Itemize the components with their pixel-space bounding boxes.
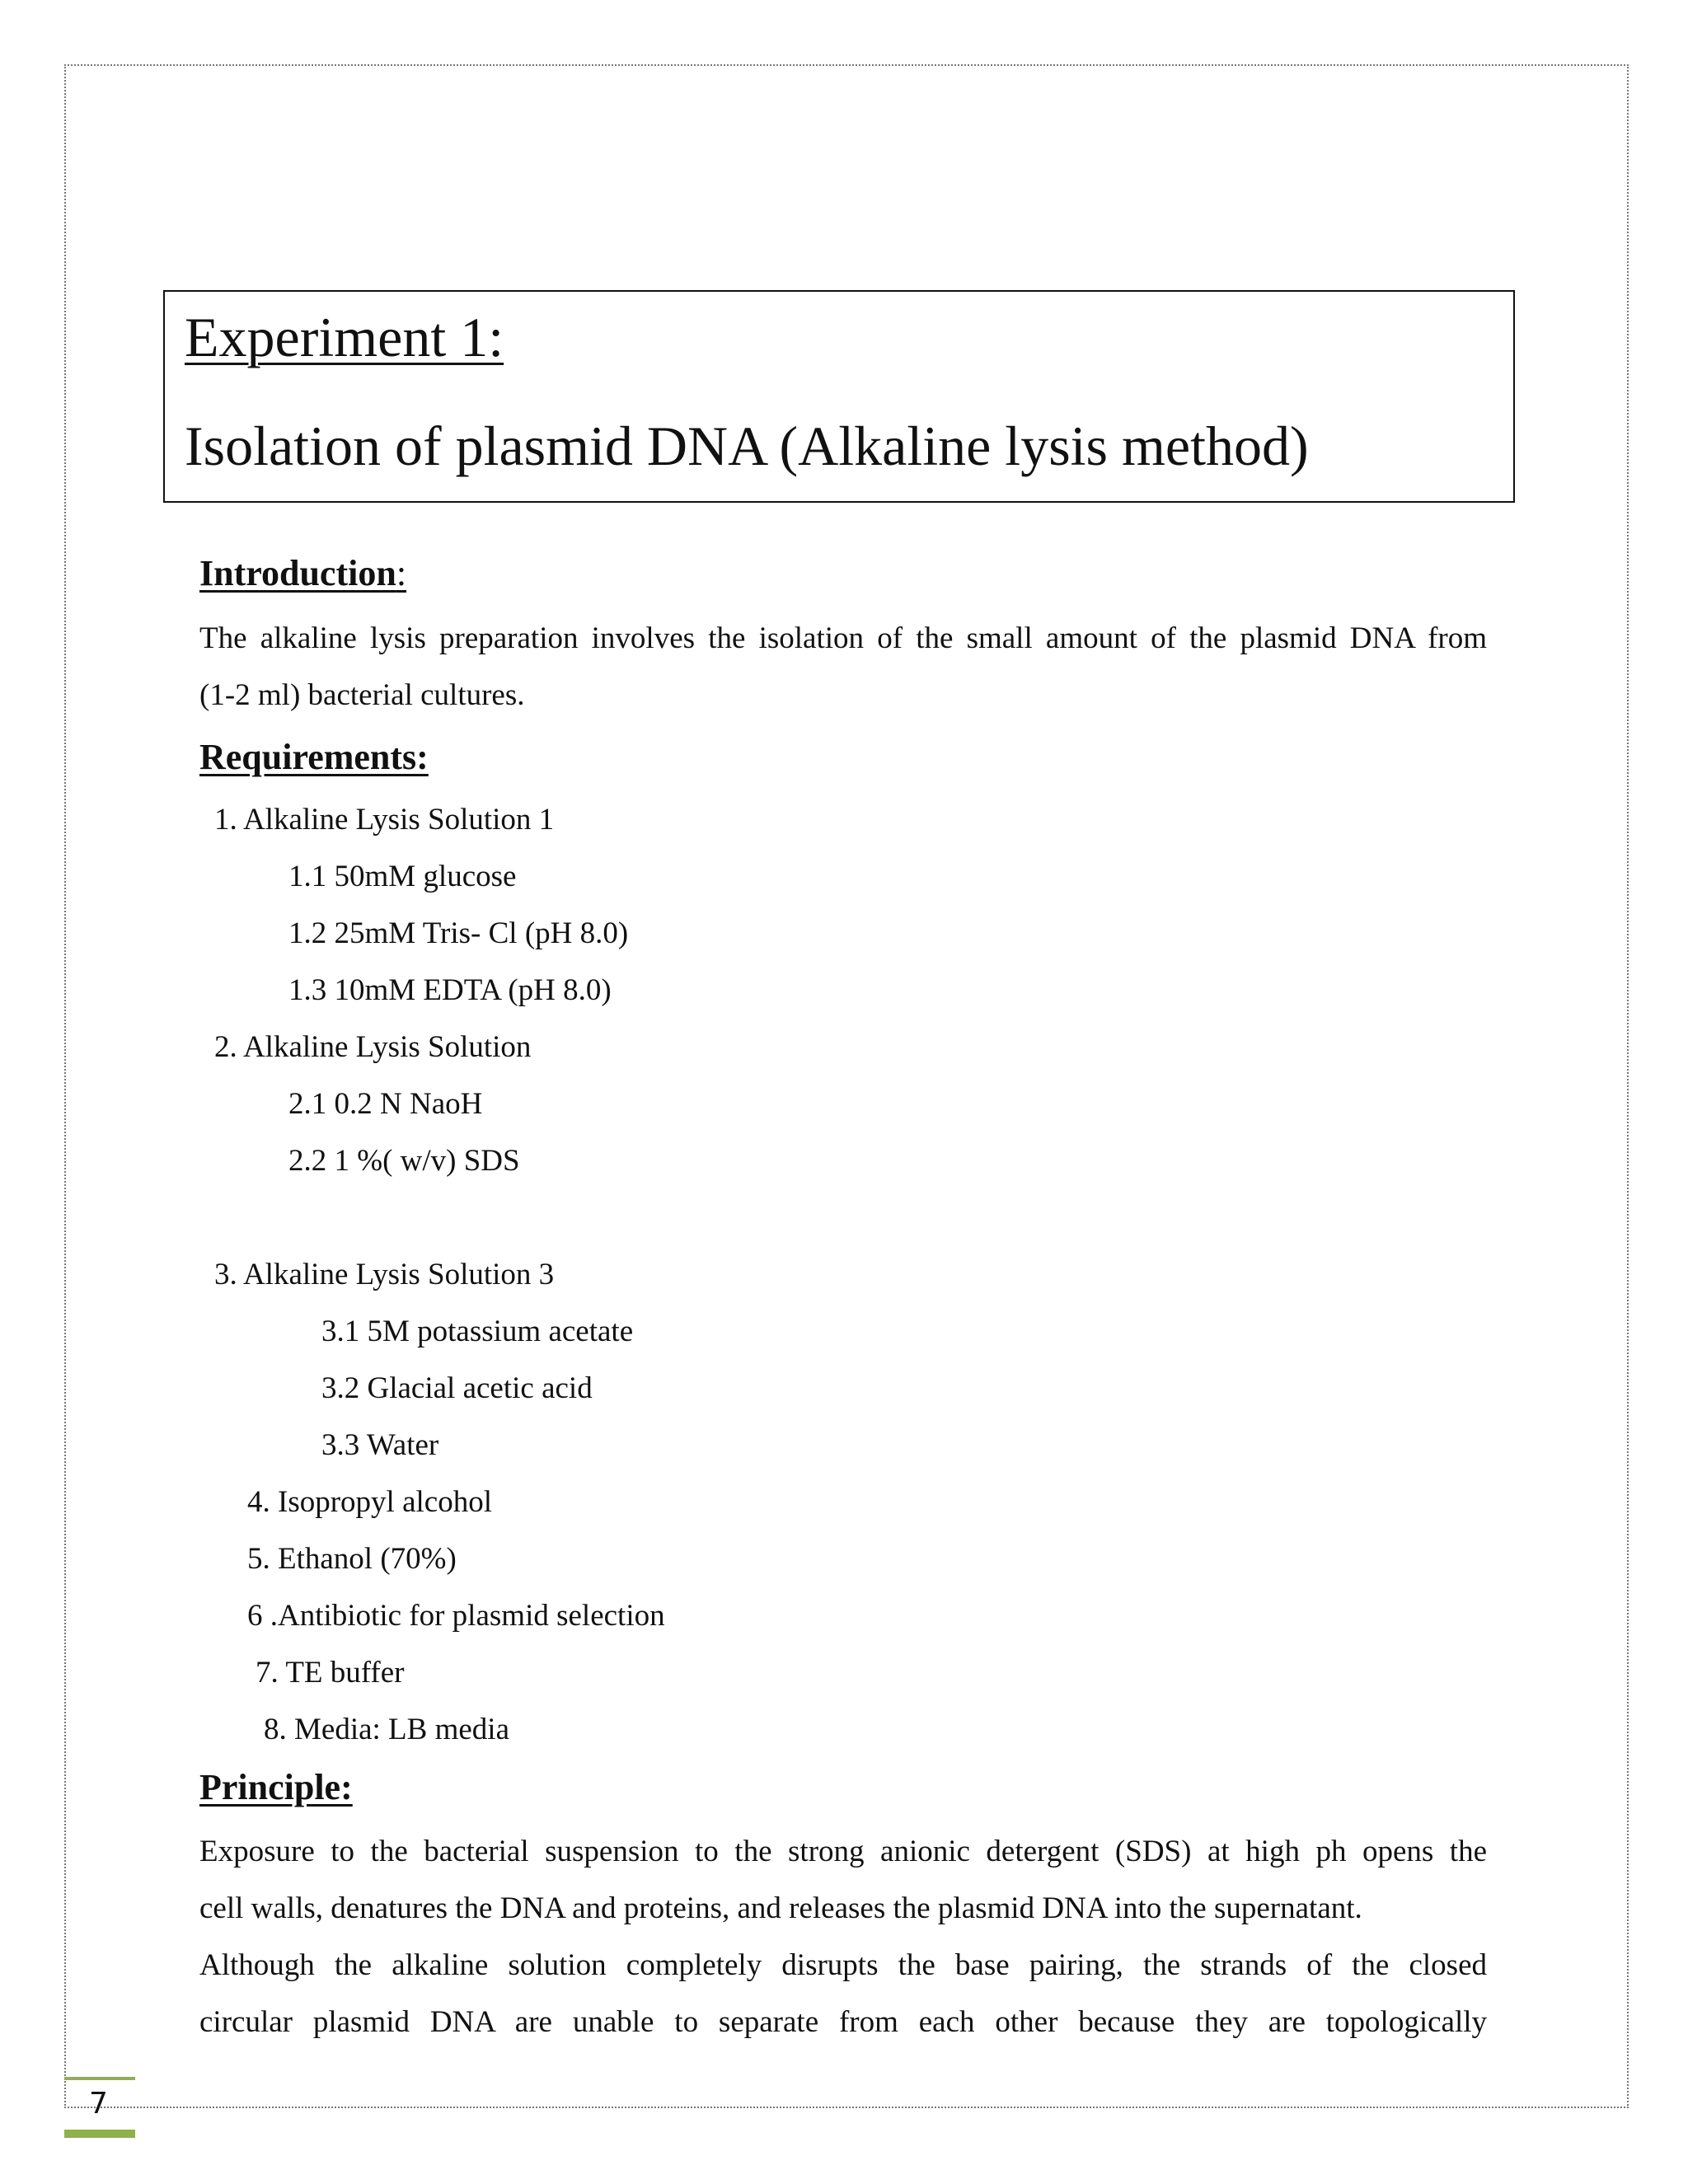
requirement-subitem: 2.2 1 %( w/v) SDS: [288, 1144, 520, 1178]
page-number-accent-top: [64, 2077, 135, 2080]
page-number: 7: [89, 2087, 108, 2121]
introduction-heading: [199, 552, 406, 594]
principle-line: circular plasmid DNA are unable to separate from each other because they are topologically: [199, 2005, 1487, 2039]
requirement-item: 8. Media: LB media: [264, 1713, 509, 1746]
requirement-item: 6 .Antibiotic for plasmid selection: [247, 1599, 665, 1633]
experiment-label: Experiment 1:: [185, 306, 504, 368]
requirement-item: 2. Alkaline Lysis Solution: [214, 1030, 532, 1064]
introduction-line: (1-2 ml) bacterial cultures.: [199, 678, 525, 712]
requirement-subitem: 3.1 5M potassium acetate: [321, 1315, 634, 1348]
requirement-item: 4. Isopropyl alcohol: [247, 1485, 492, 1519]
requirement-item: 3. Alkaline Lysis Solution 3: [214, 1258, 555, 1291]
requirement-subitem: 1.1 50mM glucose: [288, 860, 517, 893]
introduction-line: The alkaline lysis preparation involves the isolation of the small amount of the plasmid DNA from: [199, 621, 1487, 655]
introduction-heading-text: Introduction: [199, 553, 396, 593]
introduction-paragraph: [199, 610, 1487, 724]
principle-line: Although the alkaline solution completely disrupts the base pairing, the strands of the closed: [199, 1948, 1487, 1982]
requirement-subitem: 2.1 0.2 N NaoH: [288, 1087, 483, 1121]
experiment-title: Isolation of plasmid DNA (Alkaline lysis method): [185, 415, 1309, 477]
requirement-subitem: 1.2 25mM Tris- Cl (pH 8.0): [288, 916, 629, 950]
requirement-subitem: 3.2 Glacial acetic acid: [321, 1371, 593, 1405]
requirement-item: 1. Alkaline Lysis Solution 1: [214, 803, 555, 837]
requirement-subitem: 1.3 10mM EDTA (pH 8.0): [288, 973, 612, 1007]
requirement-item: 7. TE buffer: [256, 1656, 405, 1690]
requirement-item: 5. Ethanol (70%): [247, 1542, 457, 1576]
principle-heading: Principle:: [199, 1767, 353, 1807]
principle-line: cell walls, denatures the DNA and proteins, and releases the plasmid DNA into the supernatant.: [199, 1891, 1362, 1925]
requirements-heading: Requirements:: [199, 737, 429, 777]
principle-paragraph: [199, 1823, 1487, 2050]
introduction-heading-colon: :: [396, 553, 407, 593]
requirement-subitem: 3.3 Water: [321, 1428, 439, 1462]
page-number-accent-bottom: [64, 2130, 135, 2138]
principle-line: Exposure to the bacterial suspension to the strong anionic detergent (SDS) at high ph opens the: [199, 1835, 1487, 1868]
